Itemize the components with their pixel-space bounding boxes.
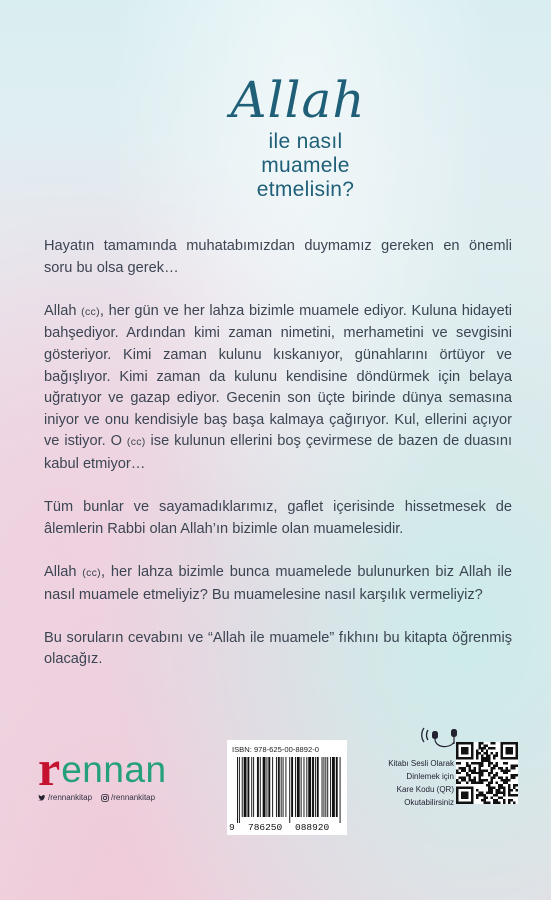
barcode-bar <box>283 757 284 817</box>
barcode-bar <box>285 757 286 817</box>
title-line-3: etmelisin? <box>256 178 355 201</box>
book-title <box>0 70 551 202</box>
barcode-digits-right: 088920 <box>295 822 330 833</box>
isbn-label: ISBN: 978-625-00-8892-0 <box>232 745 319 754</box>
barcode-bar <box>336 757 338 817</box>
barcode-bar <box>340 757 341 823</box>
barcode-bar <box>242 757 243 817</box>
barcode-bar <box>330 757 331 817</box>
barcode-bar <box>301 757 302 817</box>
twitter-icon <box>38 794 46 802</box>
barcode-digits-left: 786250 <box>248 822 283 833</box>
logo-letters: ennan <box>61 749 167 790</box>
title-line-1: ile nasıl <box>268 130 343 153</box>
barcode-bar <box>317 757 319 817</box>
logo-wordmark <box>38 740 167 796</box>
paragraph-3: Tüm bunlar ve sayamadıklarımız, gaflet içerisinde hissetmesek de âlemlerin Rabbi olan Allah’ın bizimle olan muamelesidir. <box>44 499 512 537</box>
barcode-bar <box>312 757 314 817</box>
paragraph-2: Allah (cc), her gün ve her lahza bizimle muamele ediyor. Kuluna hidayeti bahşediyor. Ardından kimi zaman nimetini, merhametini ve sevgisini gösteriyor. Kimi zaman kulunu kıskanıyor, günahlarını örtüyor ve bağışlıyor. Kimi zaman da kulunu kendisine döndürmek için belaya uğratıyor ve gazap ediyor. Gecenin son üçte birinde dünya semasına iniyor ve onu kendisiyle baş başa kalmaya çağırıyor. Kul, ellerini açıyor ve istiyor. O (cc) ise kulunun ellerini boş çevirmese de bazen de duasını kabul etmiyor… <box>44 302 512 472</box>
barcode-bar <box>276 757 277 817</box>
instagram-icon <box>101 794 109 802</box>
barcode-bar <box>306 757 307 817</box>
barcode-bar <box>272 757 273 817</box>
qr-code-icon[interactable] <box>456 742 518 804</box>
twitter-handle: /rennankitap <box>38 793 92 802</box>
barcode-bar <box>332 757 335 817</box>
barcode-bar <box>322 757 323 817</box>
barcode-bars <box>237 757 341 823</box>
barcode-bar <box>327 757 328 817</box>
barcode-bar <box>244 757 247 817</box>
social-handles <box>38 793 167 802</box>
barcode-bar <box>325 757 326 817</box>
barcode-bar <box>278 757 280 817</box>
publisher-logo <box>38 740 167 802</box>
logo-letter-r: r <box>38 740 61 796</box>
barcode-bar <box>257 757 259 817</box>
barcode-bar <box>323 757 324 817</box>
qr-caption-line-4: Okutabilirsiniz <box>404 798 454 807</box>
barcode-bar <box>253 757 254 817</box>
barcode-bar <box>315 757 316 817</box>
qr-caption-line-1: Kitabı Sesli Olarak <box>388 759 454 768</box>
paragraph-5: Bu soruların cevabını ve “Allah ile muamele” fıkhını bu kitapta öğrenmiş olacağız. <box>44 629 512 668</box>
barcode-bar <box>281 757 282 817</box>
barcode-bar <box>247 757 249 817</box>
instagram-handle: /rennankitap <box>101 793 155 802</box>
barcode-bar <box>237 757 238 823</box>
paragraph-4: Allah (cc), her lahza bizimle bunca muamelede bulunurken biz Allah ile nasıl muamele etmeliyiz? Bu muamelesine nasıl karşılık vermeliyiz? <box>44 563 512 603</box>
barcode-bar <box>291 757 293 817</box>
barcode-bar <box>304 757 305 817</box>
qr-caption-line-3: Kare Kodu (QR) <box>396 785 454 794</box>
qr-instructions <box>376 757 454 809</box>
barcode-bar <box>266 757 267 817</box>
barcode-bar <box>260 757 261 817</box>
barcode-bar <box>263 757 266 817</box>
barcode-bar <box>295 757 296 817</box>
barcode-bar <box>308 757 311 817</box>
qr-caption-line-2: Dinlemek için <box>406 772 454 781</box>
title-line-2: muamele <box>261 154 350 177</box>
barcode-bar <box>239 757 240 823</box>
barcode-bar <box>251 757 252 817</box>
title-main: Allah <box>230 71 366 129</box>
barcode-bar <box>289 757 290 823</box>
paragraph-1: Hayatın tamamında muhatabımızdan duymamız gereken en önemli soru bu olsa gerek… <box>44 238 512 276</box>
barcode-bar <box>297 757 300 817</box>
barcode-digit-first: 9 <box>229 822 235 833</box>
barcode-bar <box>268 757 270 817</box>
back-cover-text <box>44 236 512 692</box>
